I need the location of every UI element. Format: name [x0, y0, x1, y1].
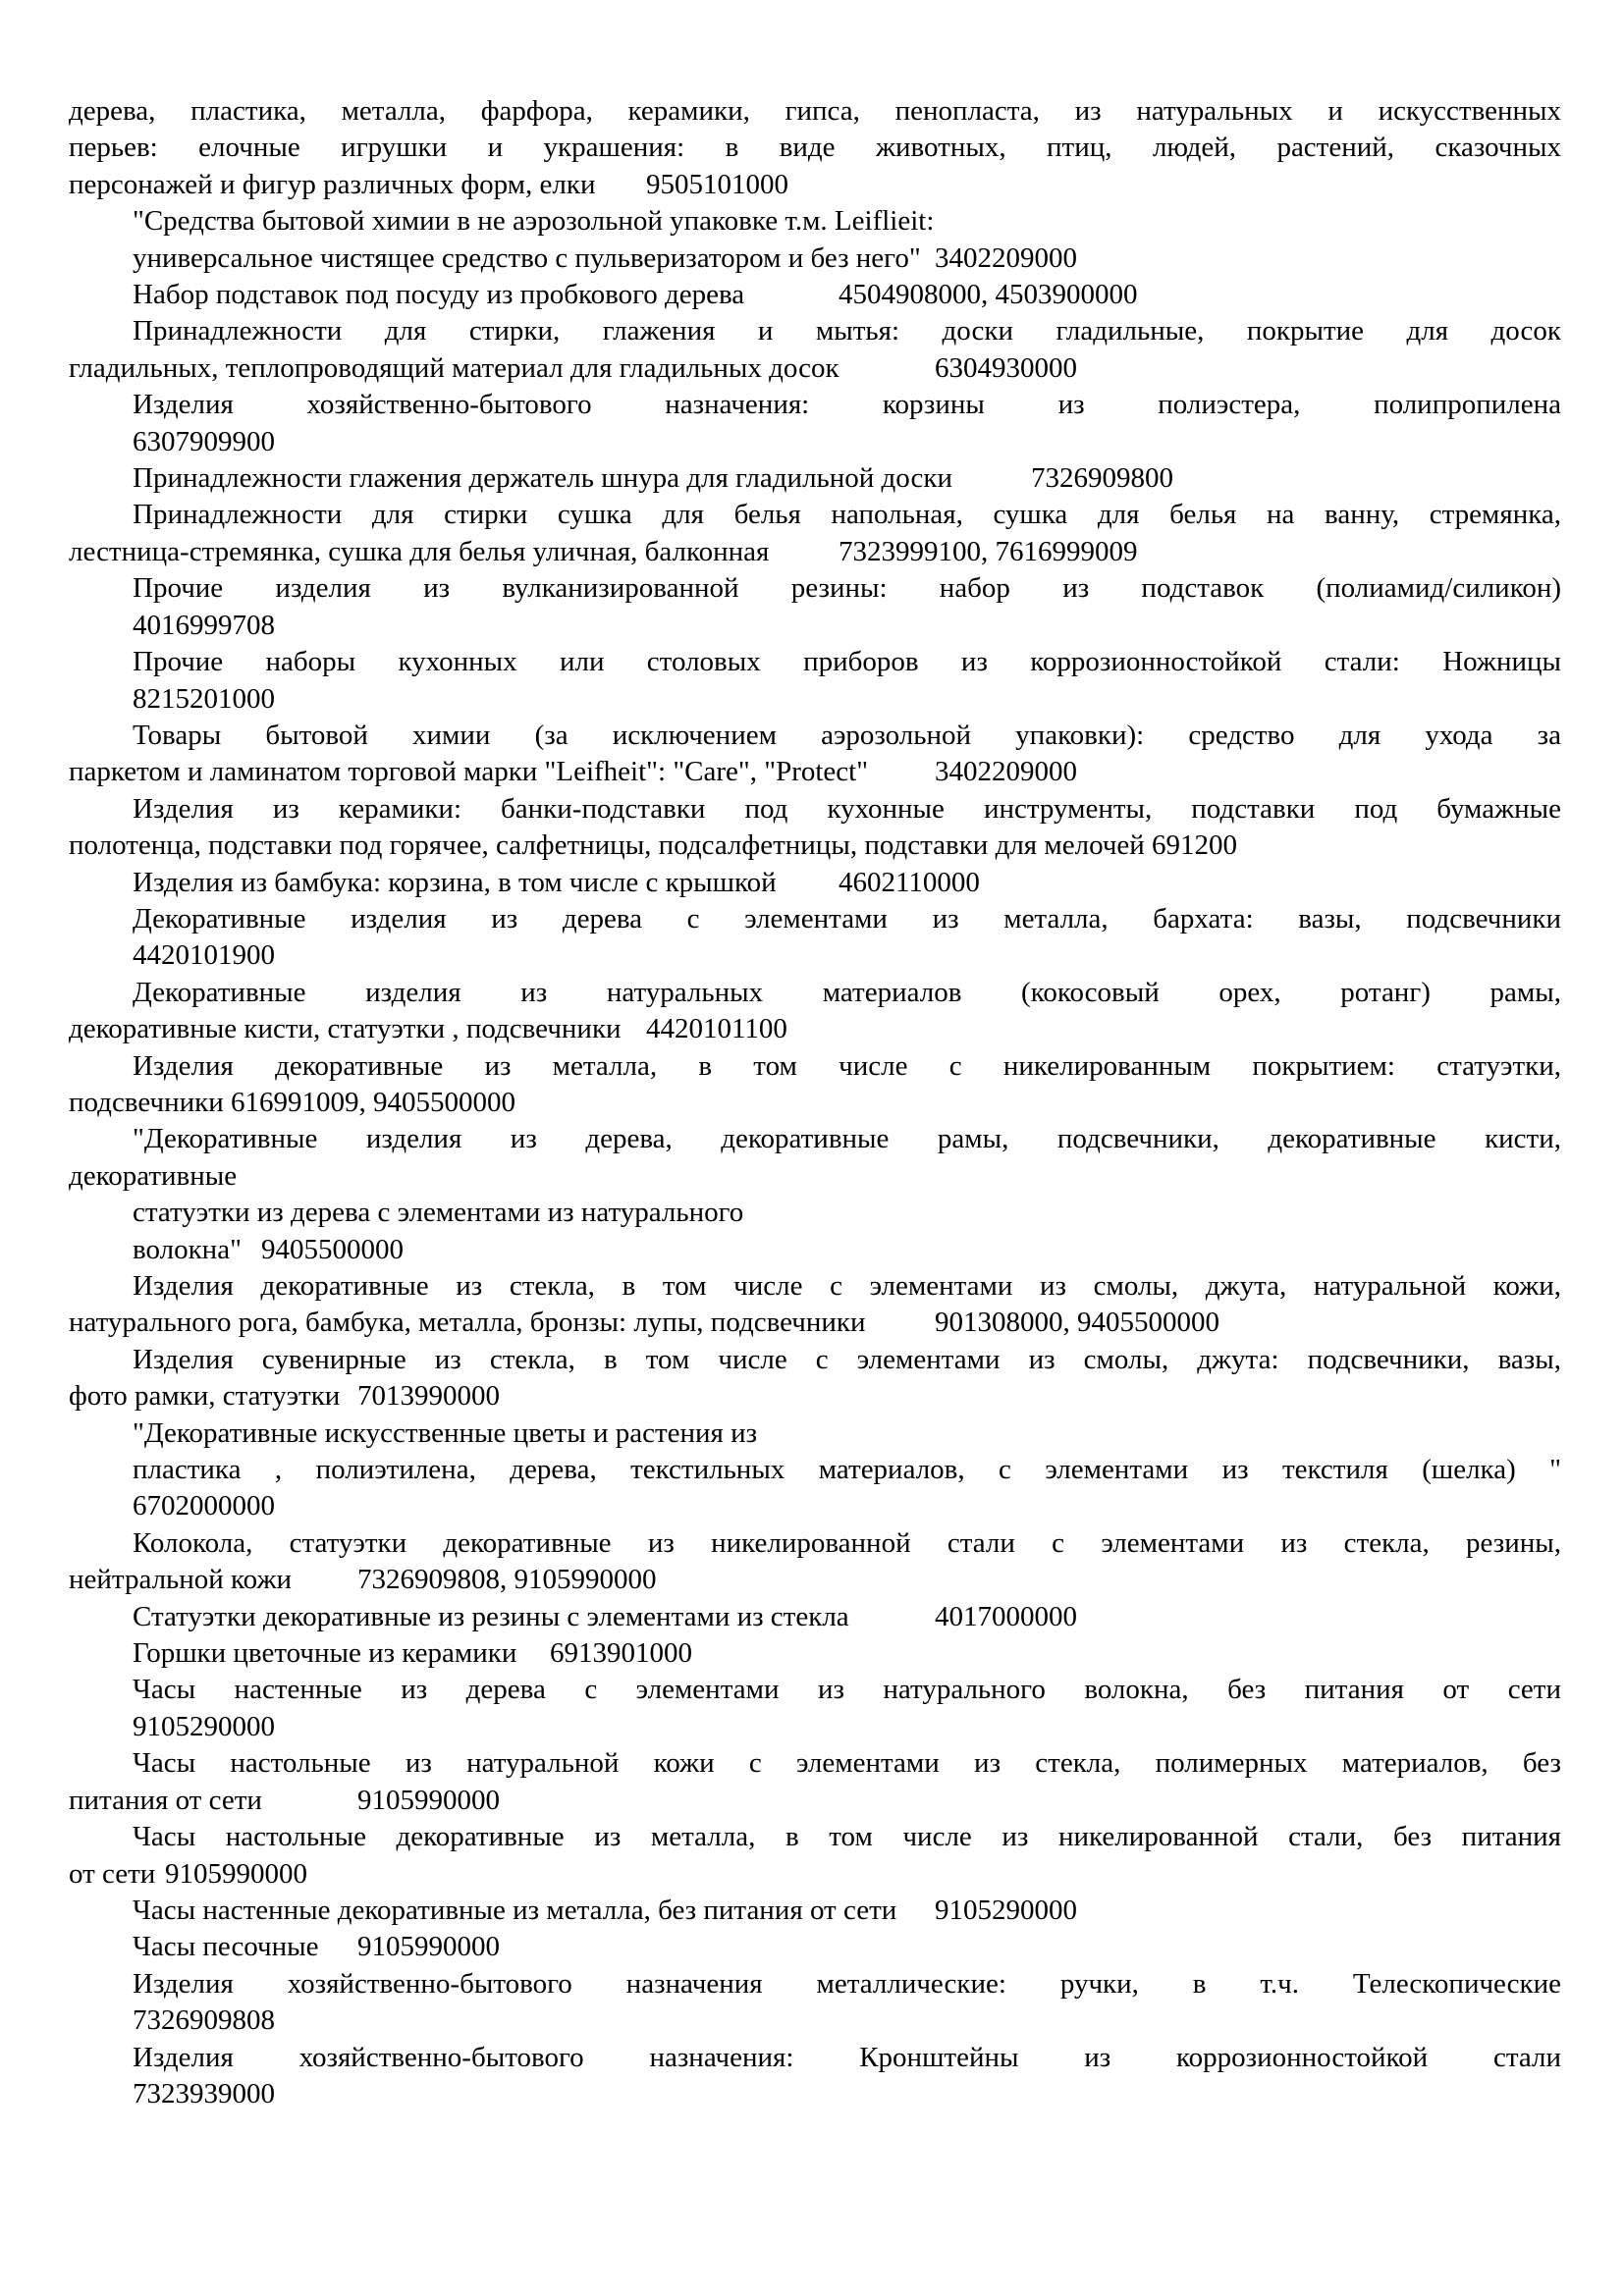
document-line: Принадлежности глажения держатель шнура для гладильной доски 7326909800	[133, 462, 1173, 495]
document-line: 6307909900	[133, 425, 275, 457]
document-line: Изделия из керамики: банки-подставки под кухонные инструменты, подставки под бумажные	[133, 792, 1561, 825]
document-line: декоративные кисти, статуэтки , подсвечники 4420101100	[69, 1013, 787, 1045]
document-line: Часы песочные 9105990000	[133, 1931, 500, 1963]
document-line: 7326909808	[133, 2004, 275, 2037]
document-line: Горшки цветочные из керамики 6913901000	[133, 1637, 692, 1670]
document-line: питания от сети 9105990000	[69, 1784, 500, 1816]
document-line: персонажей и фигур различных форм, елки 9505101000	[69, 168, 788, 200]
document-line: Изделия хозяйственно-бытового назначения металлические: ручки, в т.ч. Телескопические	[133, 1967, 1561, 2000]
document-line: Часы настольные из натуральной кожи с элементами из стекла, полимерных материалов, без	[133, 1747, 1561, 1780]
document-line: пластика , полиэтилена, дерева, текстильных материалов, с элементами из текстиля (шелка) "	[133, 1454, 1561, 1486]
document-line: 7323939000	[133, 2077, 275, 2109]
document-line: Принадлежности для стирки, глажения и мытья: доски гладильные, покрытие для досок	[133, 315, 1561, 347]
document-line: натурального рога, бамбука, металла, бронзы: лупы, подсвечники 901308000, 9405500000	[69, 1307, 1219, 1339]
document-line: Изделия хозяйственно-бытового назначения: Кронштейны из коррозионностойкой стали	[133, 2041, 1561, 2073]
document-line: Декоративные изделия из дерева с элементами из металла, бархата: вазы, подсвечники	[133, 902, 1561, 934]
document-line: гладильных, теплопроводящий материал для гладильных досок 6304930000	[69, 351, 1077, 384]
document-line: 4420101900	[133, 939, 275, 972]
document-line: дерева, пластика, металла, фарфора, керамики, гипса, пенопласта, из натуральных и искусственных	[69, 95, 1561, 127]
document-line: подсвечники 616991009, 9405500000	[69, 1086, 515, 1118]
document-line: Часы настенные декоративные из металла, без питания от сети 9105290000	[133, 1894, 1077, 1926]
document-line: Колокола, статуэтки декоративные из никелированной стали с элементами из стекла, резины,	[133, 1526, 1561, 1559]
document-line: Изделия из бамбука: корзина, в том числе с крышкой 4602110000	[133, 866, 980, 898]
document-line: лестница-стремянка, сушка для белья уличная, балконная 7323999100, 7616999009	[69, 535, 1138, 567]
document-line: Часы настольные декоративные из металла, в том числе из никелированной стали, без питания	[133, 1821, 1561, 1853]
document-line: перьев: елочные игрушки и украшения: в виде животных, птиц, людей, растений, сказочных	[69, 132, 1561, 164]
document-line: нейтральной кожи 7326909808, 9105990000	[69, 1564, 657, 1596]
document-line: Изделия декоративные из металла, в том числе с никелированным покрытием: статуэтки,	[133, 1049, 1561, 1082]
document-line: полотенца, подставки под горячее, салфетницы, подсалфетницы, подставки для мелочей 691200	[69, 829, 1238, 862]
document-line: универсальное чистящее средство с пульверизатором и без него" 3402209000	[133, 241, 1077, 274]
document-line: 9105290000	[133, 1710, 275, 1742]
document-line: "Декоративные изделия из дерева, декоративные рамы, подсвечники, декоративные кисти,	[133, 1123, 1561, 1155]
document-line: паркетом и ламинатом торговой марки "Leifheit": "Care", "Protect" 3402209000	[69, 756, 1077, 788]
document-line: Изделия декоративные из стекла, в том числе с элементами из смолы, джута, натуральной кожи,	[133, 1270, 1561, 1302]
document-line: Декоративные изделия из натуральных материалов (кокосовый орех, ротанг) рамы,	[133, 976, 1561, 1008]
document-line: волокна" 9405500000	[133, 1233, 404, 1265]
document-line: Часы настенные из дерева с элементами из натурального волокна, без питания от сети	[133, 1674, 1561, 1706]
document-line: Принадлежности для стирки сушка для белья напольная, сушка для белья на ванну, стремянка,	[133, 499, 1561, 531]
document-line: Изделия сувенирные из стекла, в том числе с элементами из смолы, джута: подсвечники, вазы,	[133, 1343, 1561, 1375]
document-line: 4016999708	[133, 609, 275, 641]
document-line: статуэтки из дерева с элементами из натурального	[133, 1197, 744, 1229]
document-line: Набор подставок под посуду из пробкового дерева 4504908000, 4503900000	[133, 279, 1138, 311]
document-line: 8215201000	[133, 682, 275, 715]
document-line: декоративные	[69, 1159, 238, 1192]
document-line: 6702000000	[133, 1490, 275, 1522]
document-line: Прочие изделия из вулканизированной резины: набор из подставок (полиамид/силикон)	[133, 572, 1561, 605]
document-line: Товары бытовой химии (за исключением аэрозольной упаковки): средство для ухода за	[133, 719, 1561, 751]
document-line: "Средства бытовой химии в не аэрозольной упаковке т.м. Leiflieit:	[133, 205, 935, 238]
document-line: Изделия хозяйственно-бытового назначения: корзины из полиэстера, полипропилена	[133, 389, 1561, 421]
document-line: Статуэтки декоративные из резины с элементами из стекла 4017000000	[133, 1600, 1077, 1632]
document-line: от сети 9105990000	[69, 1857, 307, 1890]
document-line: "Декоративные искусственные цветы и растения из	[133, 1416, 758, 1449]
document-line: Прочие наборы кухонных или столовых приборов из коррозионностойкой стали: Ножницы	[133, 646, 1561, 678]
document-line: фото рамки, статуэтки 7013990000	[69, 1380, 500, 1413]
